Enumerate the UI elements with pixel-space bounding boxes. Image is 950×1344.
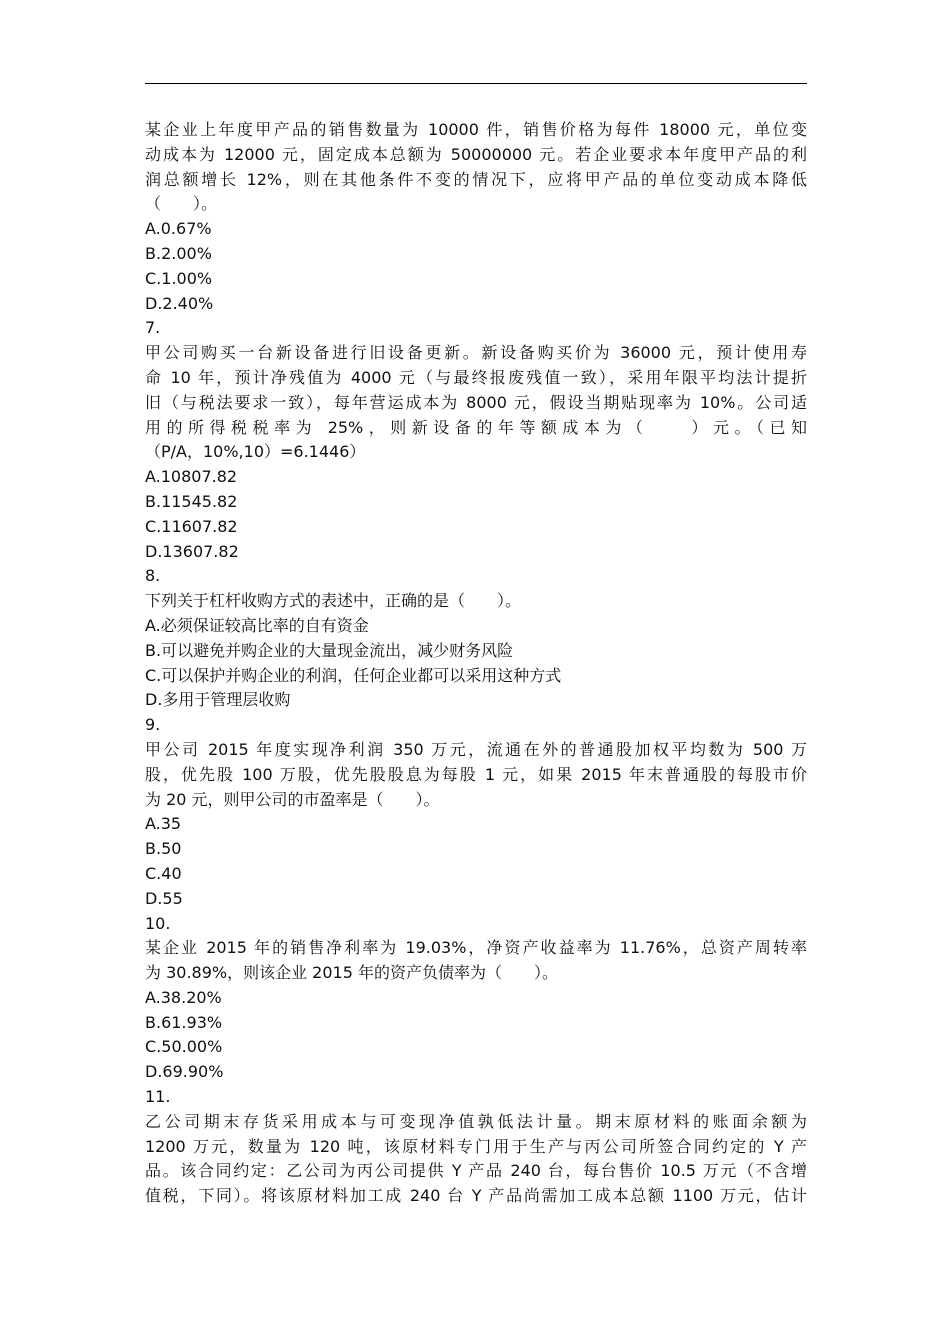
text-line: 7. [145, 318, 161, 338]
text-line: B.可以避免并购企业的大量现金流出，减少财务风险 [145, 640, 514, 660]
text-line: （P/A，10%,10）=6.1446） [145, 442, 366, 462]
text-line: A.35 [145, 814, 182, 834]
text-line: D.2.40% [145, 293, 214, 313]
text-line: 为 30.89%，则该企业 2015 年的资产负债率为（ ）。 [145, 963, 558, 983]
text-line: C.50.00% [145, 1037, 223, 1057]
text-line: A.必须保证较高比率的自有资金 [145, 615, 369, 635]
text-line: 旧（与税法要求一致），每年营运成本为 8000 元，假设当期贴现率为 10%。公司适 [145, 392, 807, 412]
text-line: 1200 万元，数量为 120 吨，该原材料专门用于生产与丙公司所签合同约定的 Y 产 [145, 1136, 807, 1156]
text-line: 为 20 元，则甲公司的市盈率是（ ）。 [145, 789, 440, 809]
header-rule [145, 83, 807, 84]
text-line: C.11607.82 [145, 516, 238, 536]
text-line: D.多用于管理层收购 [145, 690, 291, 710]
text-line: 8. [145, 566, 161, 586]
text-line: A.0.67% [145, 219, 212, 239]
text-line: C.可以保护并购企业的利润，任何企业都可以采用这种方式 [145, 665, 562, 685]
text-line: 用的所得税税率为 25%，则新设备的年等额成本为（ ）元。（已知 [145, 417, 807, 437]
text-line: 某企业 2015 年的销售净利率为 19.03%，净资产收益率为 11.76%，总资产周转率 [145, 938, 807, 958]
text-line: B.61.93% [145, 1012, 223, 1032]
text-line: 乙公司期末存货采用成本与可变现净值孰低法计量。期末原材料的账面余额为 [145, 1111, 807, 1131]
text-line: B.11545.82 [145, 491, 238, 511]
text-line: C.40 [145, 863, 182, 883]
text-line: 润总额增长 12%，则在其他条件不变的情况下，应将甲产品的单位变动成本降低 [145, 169, 807, 189]
text-line: 9. [145, 715, 161, 735]
text-line: 股，优先股 100 万股，优先股股息为每股 1 元，如果 2015 年末普通股的每股市价 [145, 764, 807, 784]
text-line: A.10807.82 [145, 467, 238, 487]
document-body [145, 118, 807, 1209]
text-line: D.55 [145, 888, 183, 908]
text-line: B.2.00% [145, 243, 212, 263]
text-line: A.38.20% [145, 987, 222, 1007]
text-line: （ ）。 [145, 194, 218, 214]
text-line: 动成本为 12000 元，固定成本总额为 50000000 元。若企业要求本年度甲产品的利 [145, 144, 807, 164]
text-line: 下列关于杠杆收购方式的表述中，正确的是（ ）。 [145, 591, 522, 611]
text-line: 品。该合同约定：乙公司为丙公司提供 Y 产品 240 台，每台售价 10.5 万元（不含增 [145, 1161, 807, 1181]
text-line: 某企业上年度甲产品的销售数量为 10000 件，销售价格为每件 18000 元，单位变 [145, 120, 807, 139]
text-line: 命 10 年，预计净残值为 4000 元（与最终报废残值一致），采用年限平均法计提折 [145, 367, 807, 387]
text-line: B.50 [145, 839, 182, 859]
text-line: 甲公司 2015 年度实现净利润 350 万元，流通在外的普通股加权平均数为 500 万 [145, 739, 807, 759]
text-line: C.1.00% [145, 268, 213, 288]
text-line: D.69.90% [145, 1062, 224, 1082]
text-line: 值税，下同）。将该原材料加工成 240 台 Y 产品尚需加工成本总额 1100 万元，估计 [145, 1186, 807, 1206]
text-line: 10. [145, 913, 171, 933]
text-line: 11. [145, 1087, 171, 1107]
text-line: D.13607.82 [145, 541, 239, 561]
text-line: 甲公司购买一台新设备进行旧设备更新。新设备购买价为 36000 元，预计使用寿 [145, 343, 807, 363]
